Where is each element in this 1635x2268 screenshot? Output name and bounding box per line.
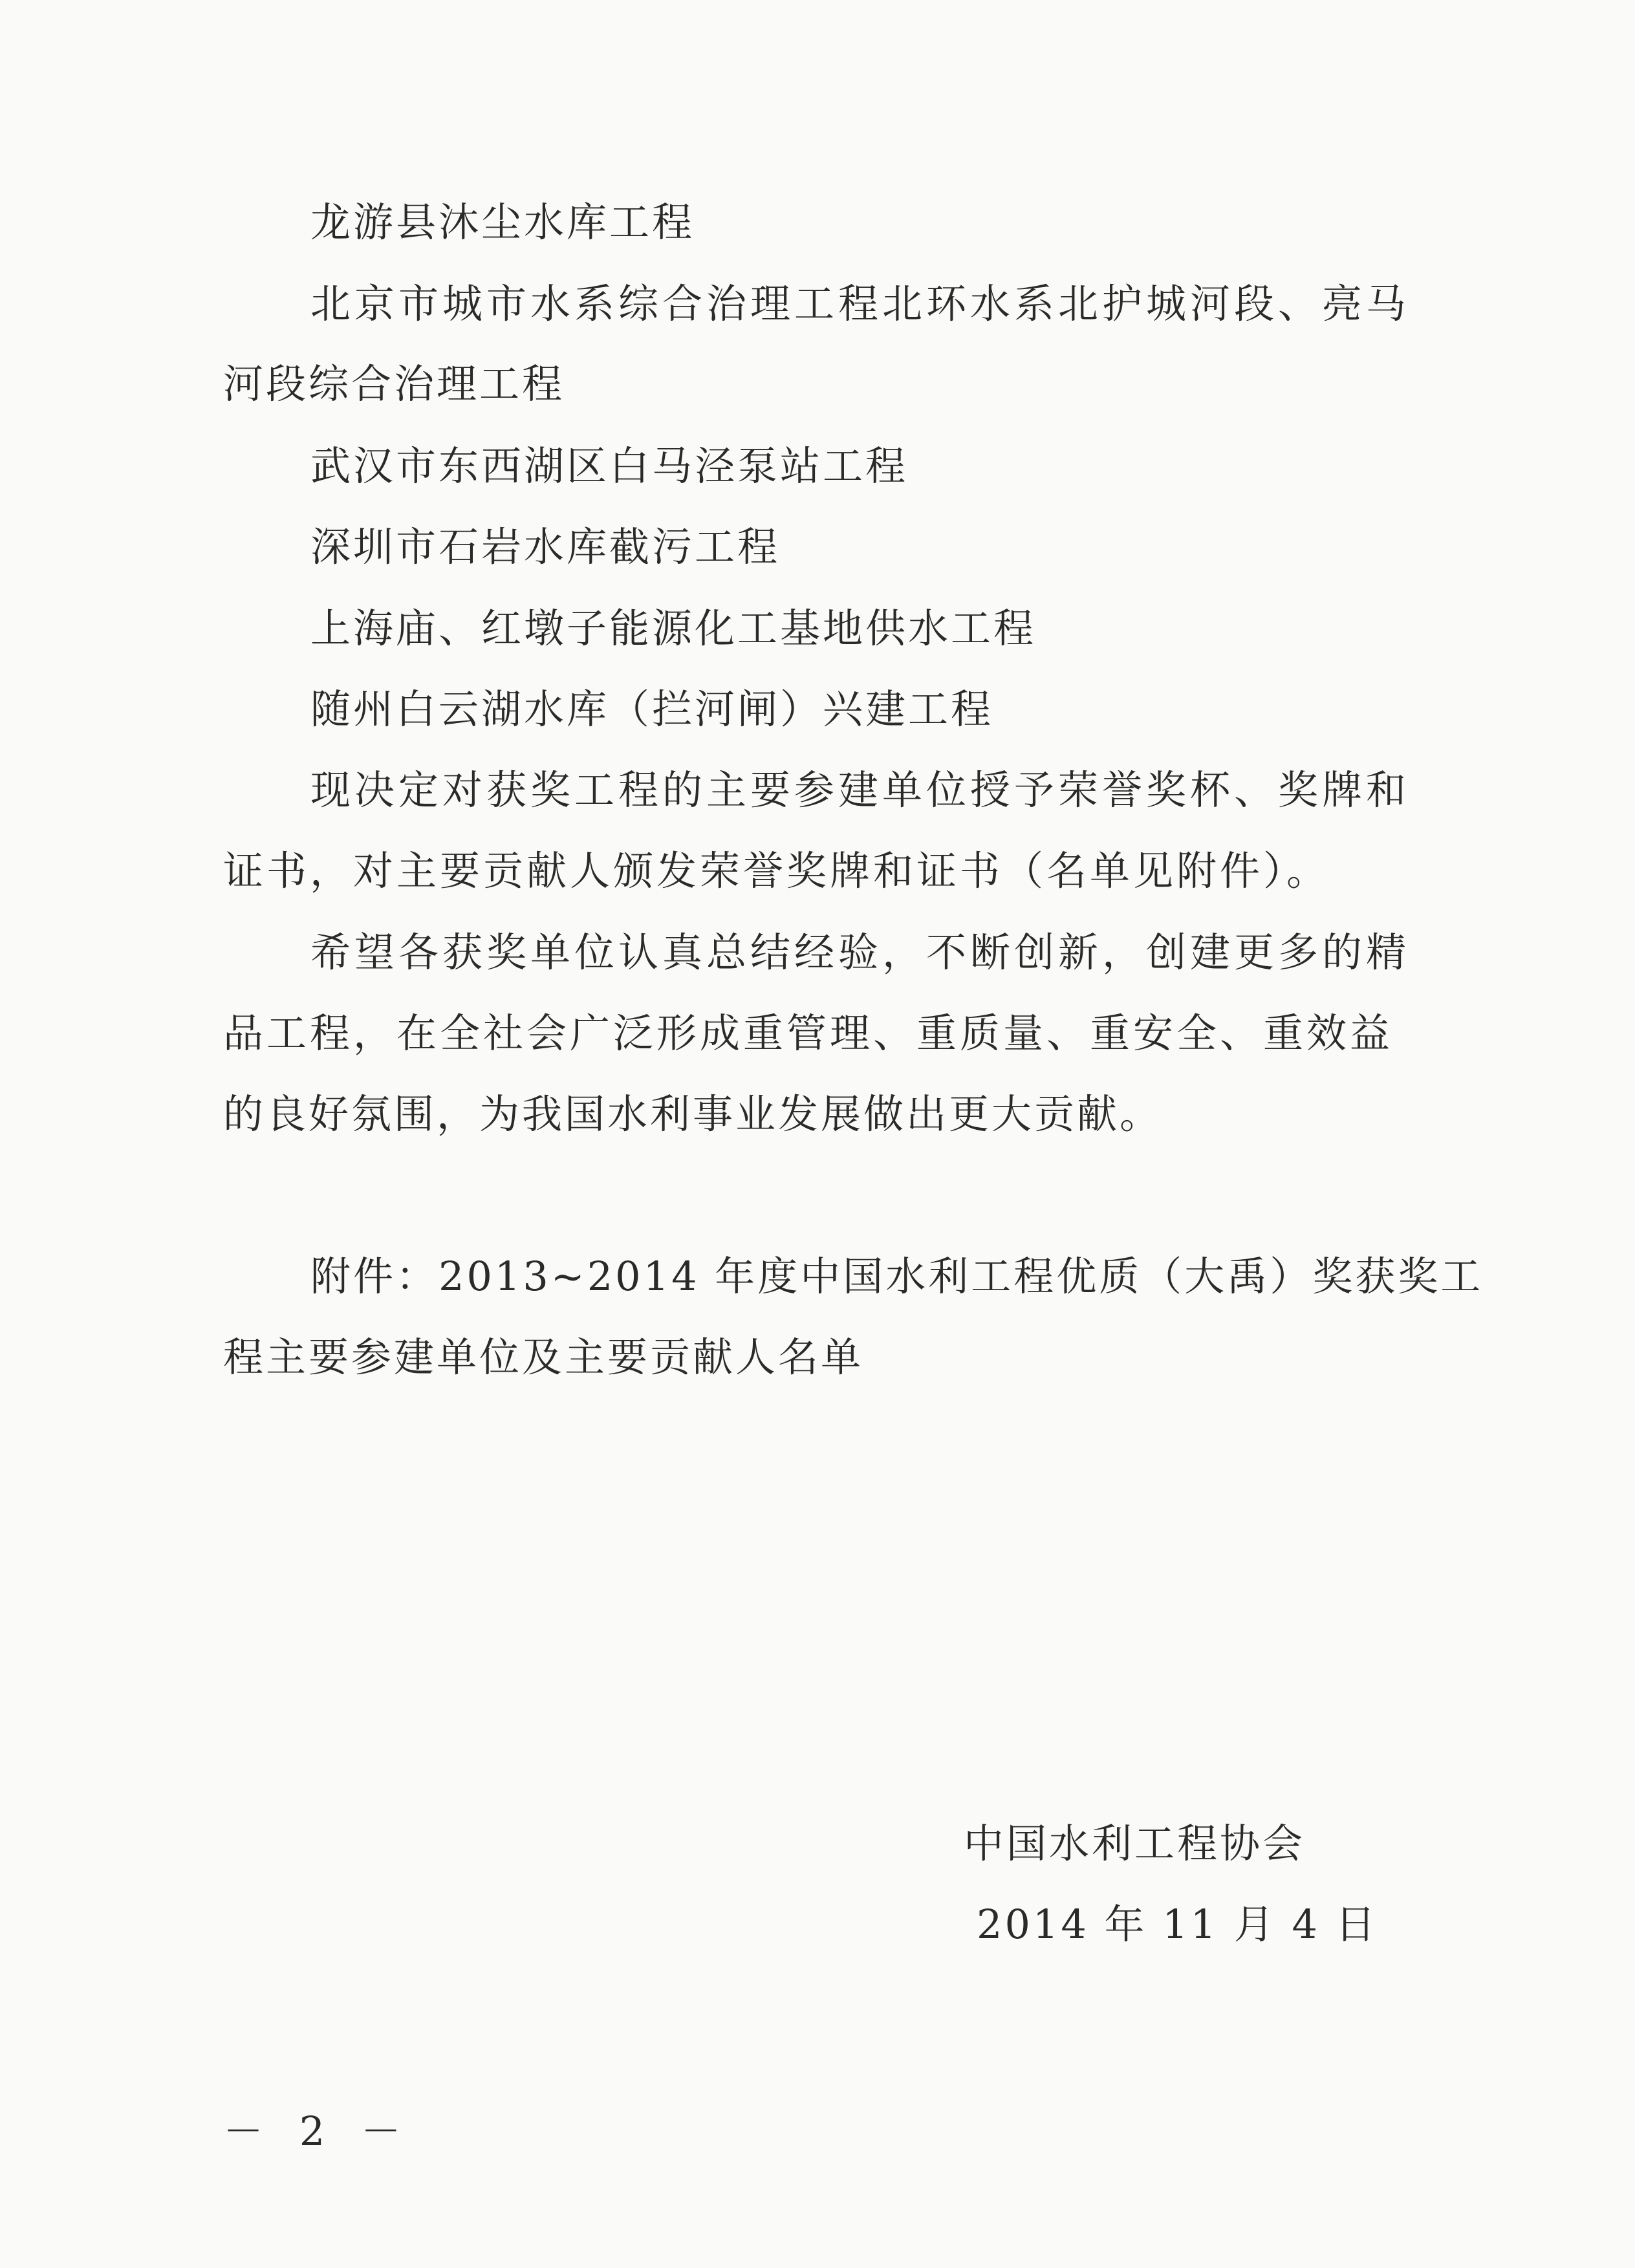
project-line-5: 上海庙、红墩子能源化工基地供水工程 [310, 605, 1037, 652]
hope-paragraph-line-3: 的良好氛围，为我国水利事业发展做出更大贡献。 [223, 1090, 1163, 1138]
attachment-line-2: 程主要参建单位及主要贡献人名单 [223, 1334, 864, 1381]
project-line-1: 龙游县沐尘水库工程 [310, 199, 695, 246]
project-line-3: 武汉市东西湖区白马泾泵站工程 [310, 442, 909, 490]
project-line-4: 深圳市石岩水库截污工程 [310, 523, 781, 570]
decision-paragraph-line-1: 现决定对获奖工程的主要参建单位授予荣誉奖杯、奖牌和 [310, 766, 1411, 814]
hope-paragraph-line-1: 希望各获奖单位认真总结经验，不断创新，创建更多的精 [310, 929, 1411, 976]
project-line-6: 随州白云湖水库（拦河闸）兴建工程 [310, 686, 994, 733]
project-line-2-text: 北京市城市水系综合治理工程北环水系北护城河段、亮马 [310, 280, 1411, 327]
signature-organization: 中国水利工程协会 [964, 1820, 1306, 1867]
signature-date: 2014 年 11 月 4 日 [977, 1901, 1378, 1948]
decision-paragraph-line-2: 证书，对主要贡献人颁发荣誉奖牌和证书（名单见附件）。 [223, 847, 1330, 894]
project-line-2-continued: 河段综合治理工程 [223, 360, 565, 407]
attachment-line-1: 附件：2013~2014 年度中国水利工程优质（大禹）奖获奖工 [310, 1253, 1484, 1300]
hope-paragraph-line-2: 品工程，在全社会广泛形成重管理、重质量、重安全、重效益 [223, 1010, 1394, 1057]
page-number: － 2 － [223, 2108, 413, 2155]
project-line-2 [310, 280, 1411, 327]
